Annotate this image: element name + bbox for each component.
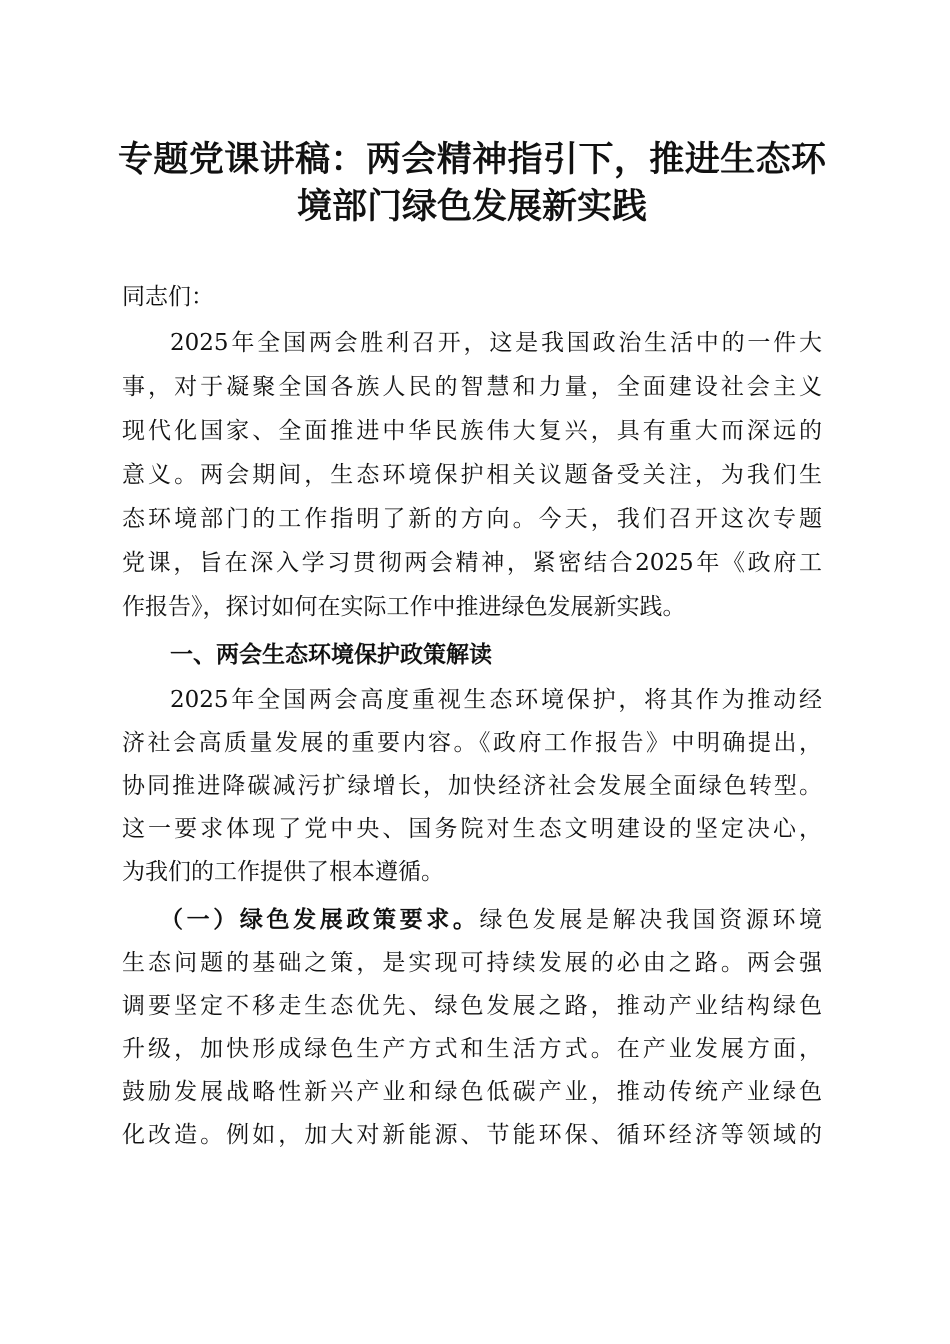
document-title-line-2: 境部门绿色发展新实践 [296, 186, 647, 227]
document-title-line-1: 专题党课讲稿：两会精神指引下，推进生态环 [118, 139, 826, 180]
paragraph-line: 事，对于凝聚全国各族人民的智慧和力量，全面建设社会主义 [122, 374, 822, 400]
paragraph-line [160, 898, 822, 942]
section-heading: 一、两会生态环境保护政策解读 [170, 641, 492, 668]
paragraph-line: 生态问题的基础之策，是实现可持续发展的必由之路。两会强 [122, 950, 822, 976]
paragraph-line: 济社会高质量发展的重要内容。《政府工作报告》中明确提出， [122, 730, 822, 756]
paragraph-line: 协同推进降碳减污扩绿增长，加快经济社会发展全面绿色转型。 [122, 773, 822, 799]
paragraph-line: 这一要求体现了党中央、国务院对生态文明建设的坚定决心， [122, 816, 822, 842]
paragraph-line: 作报告》，探讨如何在实际工作中推进绿色发展新实践。 [122, 594, 686, 620]
paragraph-line: 升级，加快形成绿色生产方式和生活方式。在产业发展方面， [122, 1036, 822, 1062]
paragraph-line: 2025年全国两会胜利召开，这是我国政治生活中的一件大 [170, 330, 822, 356]
paragraph-line: 党课，旨在深入学习贯彻两会精神，紧密结合2025年《政府工 [122, 550, 822, 576]
paragraph-line: 为我们的工作提供了根本遵循。 [122, 859, 444, 885]
paragraph-line: 现代化国家、全面推进中华民族伟大复兴，具有重大而深远的 [122, 418, 822, 444]
subsection-lead: （一）绿色发展政策要求。 [160, 906, 480, 933]
paragraph-line: 意义。两会期间，生态环境保护相关议题备受关注，为我们生 [122, 462, 822, 488]
paragraph-line: 化改造。例如，加大对新能源、节能环保、循环经济等领域的 [122, 1122, 822, 1148]
paragraph-line: 鼓励发展战略性新兴产业和绿色低碳产业，推动传统产业绿色 [122, 1079, 822, 1105]
paragraph-line: 调要坚定不移走生态优先、绿色发展之路，推动产业结构绿色 [122, 993, 822, 1019]
paragraph-text: 绿色发展是解决我国资源环境 [479, 907, 822, 933]
paragraph-line: 2025年全国两会高度重视生态环境保护，将其作为推动经 [170, 687, 822, 713]
paragraph-line: 态环境部门的工作指明了新的方向。今天，我们召开这次专题 [122, 506, 822, 532]
salutation: 同志们： [122, 284, 214, 310]
